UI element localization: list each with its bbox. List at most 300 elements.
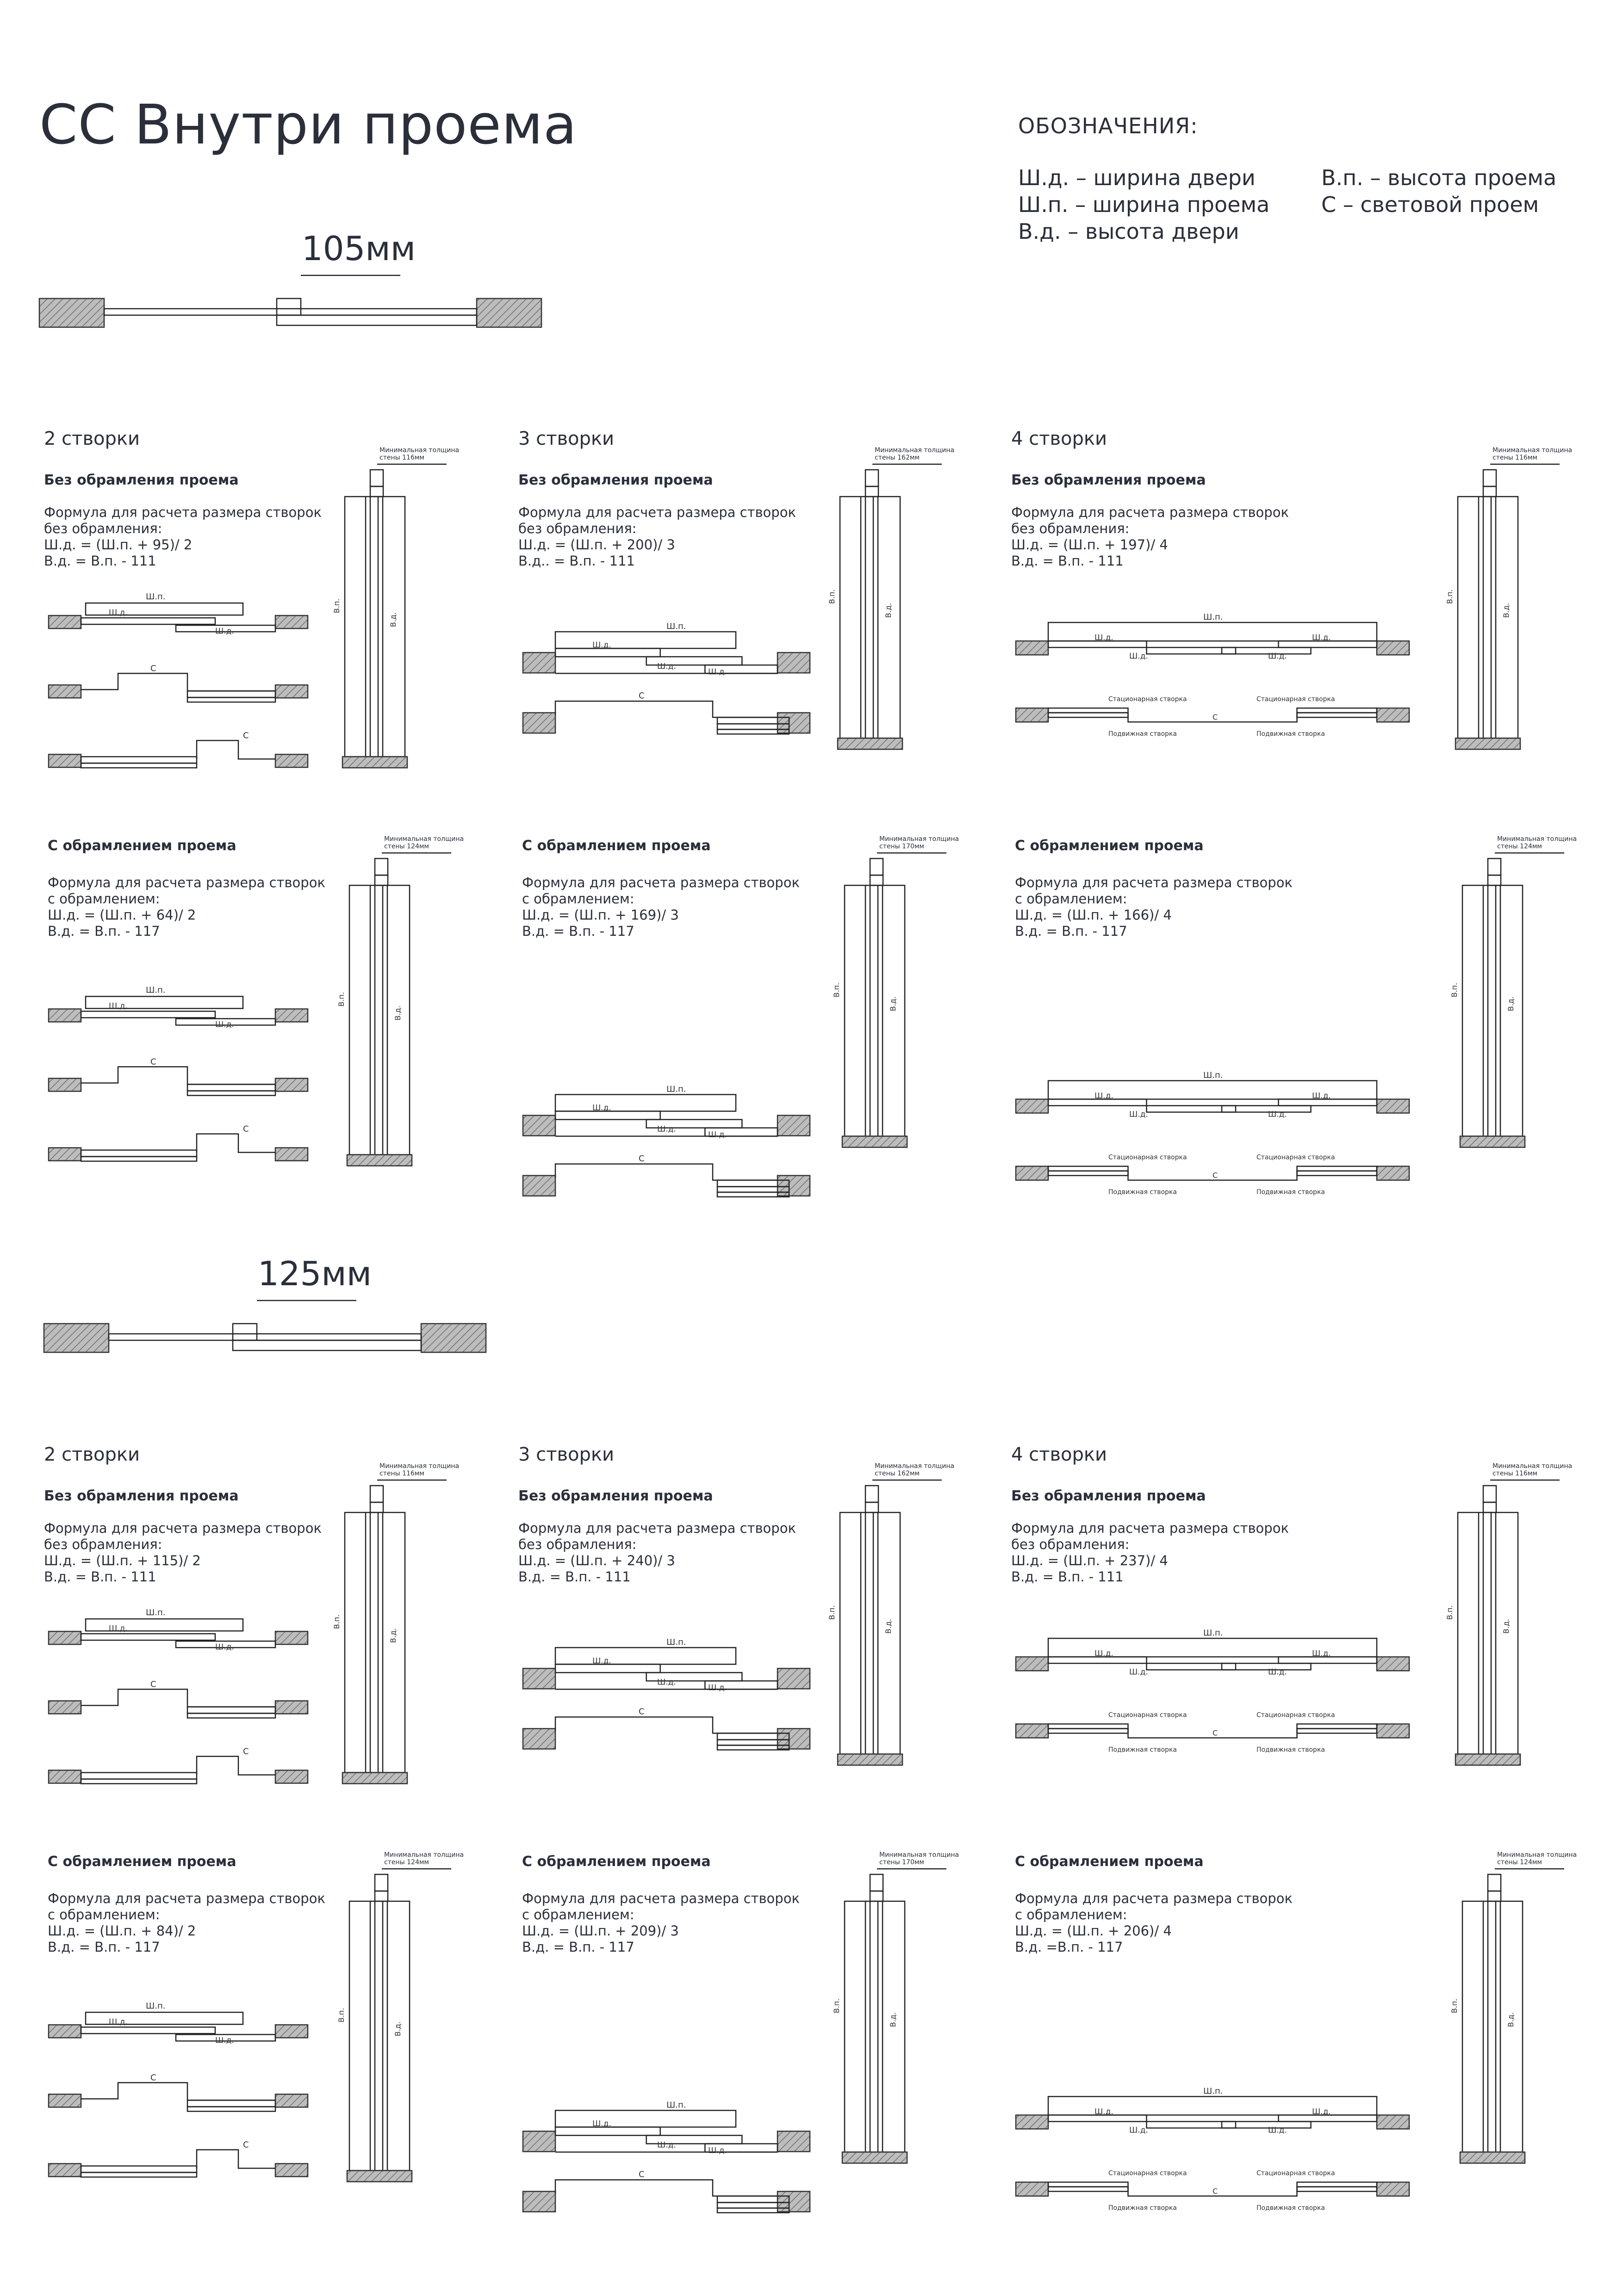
section-title: 4 створки — [1011, 428, 1107, 449]
label-moving: Подвижная створка — [1256, 1746, 1325, 1754]
label-moving: Подвижная створка — [1108, 2204, 1177, 2212]
label-vp: В.п. — [827, 1605, 836, 1620]
label-c: С — [1213, 1729, 1218, 1737]
legend-item: Ш.д. – ширина двери — [1018, 165, 1256, 190]
label-shd: Ш.д. — [1312, 1649, 1331, 1658]
label-shd: Ш.д. — [657, 1125, 676, 1134]
label-vp: В.п. — [1445, 589, 1454, 604]
label-vp: В.п. — [332, 1614, 341, 1629]
plan-leaf — [187, 1091, 275, 1095]
label-shp: Ш.п. — [666, 622, 686, 631]
elev-top-block — [870, 859, 883, 875]
label-shd: Ш.д. — [592, 1103, 611, 1113]
subsection-no-frame: Без обрамления проема — [1011, 472, 1206, 488]
wall-section — [1016, 1657, 1048, 1671]
label-stationary: Стационарная створка — [1108, 2170, 1187, 2177]
label-vd: В.д. — [393, 2021, 402, 2036]
plan-opening — [197, 740, 275, 759]
wall-section — [49, 1148, 81, 1161]
elev-top-block — [1483, 1502, 1496, 1512]
wall-section — [275, 2164, 308, 2177]
label-c: С — [150, 1680, 156, 1689]
wall-section — [1377, 641, 1409, 655]
label-shd: Ш.д. — [1129, 1110, 1148, 1119]
elev-top-block — [865, 470, 878, 486]
label-c: С — [1213, 713, 1218, 722]
elev-top-block — [870, 875, 883, 885]
plan-leaf — [1297, 1166, 1377, 1171]
label-vp: В.п. — [332, 598, 341, 613]
plan-leaf — [187, 2100, 275, 2107]
label-c: С — [150, 664, 156, 673]
wall-section — [777, 1115, 810, 1136]
wall-section — [777, 653, 810, 673]
formula-no-frame: Формула для расчета размера створок без обрамления: Ш.д. = (Ш.п. + 200)/ 3 В.д.. = В.п. - 111 — [518, 504, 796, 569]
label-c: С — [639, 1154, 645, 1164]
plan-leaf — [1048, 1729, 1128, 1733]
subsection-no-frame: Без обрамления проема — [518, 1488, 713, 1504]
label-vd: В.д. — [1502, 1618, 1511, 1634]
wall-section — [49, 616, 81, 628]
track-profile — [233, 1324, 257, 1340]
label-shd: Ш.д. — [1268, 652, 1287, 661]
label-shp: Ш.п. — [666, 2100, 686, 2110]
label-vp: В.п. — [1445, 1605, 1454, 1620]
wall-section — [275, 1078, 308, 1091]
label-shp: Ш.п. — [666, 1084, 686, 1094]
wall-section — [44, 1324, 109, 1352]
label-shd: Ш.д. — [1129, 2126, 1148, 2135]
label-c: С — [243, 731, 249, 740]
wall-section — [842, 1136, 907, 1147]
section-title: 3 створки — [518, 428, 615, 449]
label-stationary: Стационарная створка — [1256, 1711, 1335, 1719]
wall-section — [523, 1668, 555, 1689]
wall-section — [777, 1729, 810, 1749]
elev-top-block — [865, 1486, 878, 1502]
elev-top-block — [375, 1891, 388, 1901]
plan-leaf — [1297, 1171, 1377, 1176]
label-shd: Ш.д. — [592, 641, 611, 650]
label-shd: Ш.д. — [1094, 1091, 1113, 1101]
wall-section — [1016, 1099, 1048, 1113]
subsection-with-frame: С обрамлением проема — [1015, 838, 1204, 854]
label-shd: Ш.д. — [215, 627, 234, 636]
elev-top-block — [375, 859, 388, 875]
wall-section — [1377, 1099, 1409, 1113]
wall-section — [523, 713, 555, 733]
wall-thickness-note: Минимальная толщина стены 162мм — [875, 1462, 955, 1477]
subsection-with-frame: С обрамлением проема — [48, 1854, 236, 1870]
track-profile — [277, 299, 301, 315]
subsection-no-frame: Без обрамления проема — [518, 472, 713, 488]
label-vd: В.д. — [389, 1628, 398, 1643]
subsection-with-frame: С обрамлением проема — [1015, 1854, 1204, 1870]
label-c: С — [1213, 1171, 1218, 1180]
door-track — [109, 1334, 421, 1340]
label-stationary: Стационарная створка — [1256, 1154, 1335, 1161]
wall-section — [275, 754, 308, 767]
plan-leaf — [81, 757, 197, 763]
label-shd: Ш.д. — [1094, 2107, 1113, 2116]
plan-leaf — [187, 2107, 275, 2111]
elev-top-block — [870, 1891, 883, 1901]
section-title: 2 створки — [44, 428, 140, 449]
label-stationary: Стационарная створка — [1108, 696, 1187, 703]
label-vp: В.п. — [827, 589, 836, 604]
door-track — [104, 309, 477, 315]
plan-leaf — [81, 1150, 197, 1157]
label-shd: Ш.д. — [592, 2119, 611, 2128]
plan-leaf — [81, 763, 197, 768]
subsection-with-frame: С обрамлением проема — [522, 838, 711, 854]
legend-item: С – световой проем — [1321, 192, 1539, 217]
wall-section — [842, 2152, 907, 2163]
label-vd: В.д. — [1506, 996, 1515, 1011]
label-shd: Ш.д. — [657, 1678, 676, 1687]
label-shd: Ш.д. — [1094, 633, 1113, 642]
label-shp: Ш.п. — [146, 2001, 166, 2011]
elev-top-block — [1488, 859, 1501, 875]
formula-no-frame: Формула для расчета размера створок без обрамления: Ш.д. = (Ш.п. + 240)/ 3 В.д. = В.п. - 111 — [518, 1520, 796, 1585]
plan-leaf — [81, 1634, 215, 1640]
wall-section — [1455, 738, 1520, 749]
plan-leaf — [81, 2172, 197, 2177]
label-vp: В.п. — [832, 1998, 841, 2013]
elev-top-block — [375, 1874, 388, 1891]
label-shd: Ш.д. — [708, 1683, 727, 1692]
plan-leaf — [1048, 708, 1128, 713]
wall-section — [1460, 2152, 1525, 2163]
plan-opening — [197, 2150, 275, 2168]
wall-section — [275, 1770, 308, 1783]
wall-section — [777, 1176, 810, 1196]
formula-no-frame: Формула для расчета размера створок без обрамления: Ш.д. = (Ш.п. + 237)/ 4 В.д. = В.п. - 111 — [1011, 1520, 1289, 1585]
label-stationary: Стационарная створка — [1256, 696, 1335, 703]
elev-top-block — [870, 1874, 883, 1891]
wall-section — [1016, 2182, 1048, 2196]
wall-section — [49, 2094, 81, 2107]
label-shd: Ш.д. — [109, 2017, 128, 2027]
plan-opening — [555, 2180, 777, 2196]
formula-with-frame: Формула для расчета размера створок с обрамлением: Ш.д. = (Ш.п. + 206)/ 4 В.д. =В.п. - 117 — [1015, 1891, 1293, 1955]
elev-top-block — [1483, 486, 1496, 497]
label-shd: Ш.д. — [1312, 633, 1331, 642]
wall-thickness-note: Минимальная толщина стены 170мм — [879, 835, 959, 850]
plan-leaf — [187, 1707, 275, 1713]
subsection-no-frame: Без обрамления проема — [44, 472, 239, 488]
subsection-with-frame: С обрамлением проема — [48, 838, 236, 854]
elev-top-block — [865, 486, 878, 497]
wall-thickness-note: Минимальная толщина стены 116мм — [1492, 447, 1573, 461]
plan-opening — [197, 1756, 275, 1775]
label-shp: Ш.п. — [1203, 1628, 1223, 1638]
label-vd: В.д. — [1502, 603, 1511, 618]
subsection-no-frame: Без обрамления проема — [1011, 1488, 1206, 1504]
wall-section — [477, 299, 541, 327]
plan-leaf — [81, 2166, 197, 2172]
wall-section — [49, 1631, 81, 1644]
legend-item: В.п. – высота проема — [1321, 165, 1557, 190]
label-shd: Ш.д. — [592, 1656, 611, 1666]
wall-section — [1016, 1724, 1048, 1738]
label-vp: В.п. — [1450, 983, 1459, 997]
label-shd: Ш.д. — [215, 2036, 234, 2045]
formula-with-frame: Формула для расчета размера створок с обрамлением: Ш.д. = (Ш.п. + 64)/ 2 В.д. = В.п. - 117 — [48, 875, 325, 939]
plan-opening — [555, 1717, 777, 1733]
plan-frame — [555, 2110, 736, 2127]
plan-leaf — [1048, 713, 1128, 717]
wall-section — [49, 1701, 81, 1714]
section-title: 4 створки — [1011, 1444, 1107, 1465]
page-title: СС Внутри проема — [39, 93, 578, 156]
wall-section — [275, 2094, 308, 2107]
wall-section — [838, 738, 902, 749]
plan-leaf — [187, 691, 275, 697]
label-shp: Ш.п. — [1203, 612, 1223, 622]
plan-leaf — [187, 697, 275, 702]
label-c: С — [639, 691, 645, 701]
elev-top-block — [1488, 1874, 1501, 1891]
wall-section — [1016, 641, 1048, 655]
wall-section — [49, 2025, 81, 2038]
label-moving: Подвижная створка — [1256, 1188, 1325, 1196]
label-vd: В.д. — [393, 1005, 402, 1020]
label-vd: В.д. — [884, 1618, 893, 1634]
plan-frame — [555, 632, 736, 648]
label-c: С — [1213, 2187, 1218, 2196]
wall-section — [1016, 1166, 1048, 1180]
plan-frame — [555, 1095, 736, 1111]
plan-leaf — [1297, 1729, 1377, 1733]
label-shp: Ш.п. — [146, 592, 166, 602]
wall-section — [1016, 2115, 1048, 2129]
label-vp: В.п. — [337, 2008, 346, 2022]
plan-opening — [555, 1164, 777, 1180]
wall-section — [342, 757, 407, 768]
label-c: С — [639, 1707, 645, 1717]
wall-section — [777, 2191, 810, 2212]
label-shp: Ш.п. — [666, 1637, 686, 1647]
wall-thickness-note: Минимальная толщина стены 124мм — [384, 835, 464, 850]
label-vd: В.д. — [884, 603, 893, 618]
label-vp: В.п. — [832, 983, 841, 997]
section-title: 3 створки — [518, 1444, 615, 1465]
label-shd: Ш.д. — [1129, 1668, 1148, 1677]
formula-no-frame: Формула для расчета размера створок без обрамления: Ш.д. = (Ш.п. + 197)/ 4 В.д. = В.п. - 111 — [1011, 504, 1289, 569]
label-shd: Ш.д. — [109, 1624, 128, 1633]
wall-section — [523, 1176, 555, 1196]
plan-leaf — [81, 618, 215, 624]
label-c: С — [243, 1747, 249, 1756]
legend-item: Ш.п. – ширина проема — [1018, 192, 1270, 217]
wall-section — [347, 1155, 412, 1166]
wall-section — [49, 1770, 81, 1783]
label-shp: Ш.п. — [146, 1608, 166, 1618]
label-vp: В.п. — [1450, 1998, 1459, 2013]
label-vp: В.п. — [337, 992, 346, 1007]
label-vd: В.д. — [1506, 2012, 1515, 2027]
wall-section — [777, 1668, 810, 1689]
label-shd: Ш.д. — [708, 1130, 727, 1139]
wall-section — [1377, 1724, 1409, 1738]
wall-section — [275, 2025, 308, 2038]
wall-section — [1455, 1754, 1520, 1765]
label-shd: Ш.д. — [1129, 652, 1148, 661]
plan-opening — [81, 2083, 275, 2100]
wall-section — [1377, 708, 1409, 722]
plan-leaf — [81, 2027, 215, 2034]
wall-section — [1377, 2115, 1409, 2129]
plan-leaf — [187, 1084, 275, 1091]
wall-section — [49, 685, 81, 698]
label-shd: Ш.д. — [708, 667, 727, 677]
elev-top-block — [370, 486, 383, 497]
formula-with-frame: Формула для расчета размера створок с обрамлением: Ш.д. = (Ш.п. + 209)/ 3 В.д. = В.п. - 117 — [522, 1891, 800, 1955]
wall-section — [49, 1009, 81, 1022]
wall-thickness-note: Минимальная толщина стены 116мм — [379, 1462, 460, 1477]
formula-with-frame: Формула для расчета размера створок с обрамлением: Ш.д. = (Ш.п. + 169)/ 3 В.д. = В.п. - 117 — [522, 875, 800, 939]
wall-section — [275, 685, 308, 698]
formula-with-frame: Формула для расчета размера створок с обрамлением: Ш.д. = (Ш.п. + 84)/ 2 В.д. = В.п. - 117 — [48, 1891, 325, 1955]
wall-section — [49, 2164, 81, 2177]
formula-no-frame: Формула для расчета размера створок без обрамления: Ш.д. = (Ш.п. + 95)/ 2 В.д. = В.п. - 111 — [44, 504, 322, 569]
plan-leaf — [1048, 2182, 1128, 2187]
label-vd: В.д. — [389, 612, 398, 627]
wall-thickness-note: Минимальная толщина стены 124мм — [384, 1851, 464, 1866]
plan-leaf — [81, 1773, 197, 1779]
plan-opening — [197, 1134, 275, 1152]
wall-section — [523, 1729, 555, 1749]
plan-leaf — [1297, 2182, 1377, 2187]
plan-leaf — [1048, 1171, 1128, 1176]
wall-section — [49, 754, 81, 767]
wall-section — [838, 1754, 902, 1765]
wall-section — [1377, 1657, 1409, 1671]
door-leaf — [277, 315, 477, 325]
elev-top-block — [1488, 1891, 1501, 1901]
label-stationary: Стационарная створка — [1256, 2170, 1335, 2177]
elev-top-block — [1488, 875, 1501, 885]
depth-label: 105мм — [302, 229, 416, 268]
wall-section — [342, 1773, 407, 1784]
label-shd: Ш.д. — [657, 662, 676, 671]
depth-label: 125мм — [258, 1254, 372, 1293]
wall-thickness-note: Минимальная толщина стены 162мм — [875, 447, 955, 461]
wall-section — [523, 2131, 555, 2152]
door-leaf — [233, 1340, 421, 1350]
wall-section — [275, 1701, 308, 1714]
wall-thickness-note: Минимальная толщина стены 116мм — [1492, 1462, 1573, 1477]
plan-leaf — [81, 1779, 197, 1784]
label-vd: В.д. — [889, 996, 897, 1011]
plan-leaf — [1297, 1724, 1377, 1729]
wall-section — [777, 2131, 810, 2152]
label-moving: Подвижная створка — [1108, 730, 1177, 738]
label-shd: Ш.д. — [1268, 1668, 1287, 1677]
wall-section — [39, 299, 104, 327]
label-vd: В.д. — [889, 2012, 897, 2027]
label-shd: Ш.д. — [109, 608, 128, 617]
label-shd: Ш.д. — [1268, 1110, 1287, 1119]
label-shd: Ш.д. — [1268, 2126, 1287, 2135]
label-moving: Подвижная створка — [1256, 2204, 1325, 2212]
label-shd: Ш.д. — [215, 1020, 234, 1029]
plan-leaf — [81, 1157, 197, 1161]
label-shp: Ш.п. — [146, 985, 166, 995]
plan-opening — [81, 1689, 275, 1707]
wall-section — [347, 2171, 412, 2182]
section-title: 2 створки — [44, 1444, 140, 1465]
label-shd: Ш.д. — [1094, 1649, 1113, 1658]
wall-section — [523, 1115, 555, 1136]
label-stationary: Стационарная створка — [1108, 1154, 1187, 1161]
wall-section — [1377, 2182, 1409, 2196]
wall-section — [275, 1148, 308, 1161]
formula-with-frame: Формула для расчета размера створок с обрамлением: Ш.д. = (Ш.п. + 166)/ 4 В.д. = В.п. - 117 — [1015, 875, 1293, 939]
label-shd: Ш.д. — [657, 2140, 676, 2150]
subsection-with-frame: С обрамлением проема — [522, 1854, 711, 1870]
plan-leaf — [1048, 1724, 1128, 1729]
elev-top-block — [370, 470, 383, 486]
wall-section — [777, 713, 810, 733]
elev-top-block — [1483, 470, 1496, 486]
label-shd: Ш.д. — [708, 2146, 727, 2155]
wall-section — [275, 1631, 308, 1644]
plan-leaf — [1297, 708, 1377, 713]
plan-leaf — [187, 1713, 275, 1718]
label-moving: Подвижная створка — [1108, 1188, 1177, 1196]
plan-leaf — [81, 1011, 215, 1018]
label-moving: Подвижная створка — [1256, 730, 1325, 738]
wall-section — [1460, 1136, 1525, 1147]
wall-section — [49, 1078, 81, 1091]
label-shd: Ш.д. — [109, 1002, 128, 1011]
label-c: С — [243, 1124, 249, 1134]
legend-item: В.д. – высота двери — [1018, 219, 1239, 244]
label-c: С — [639, 2170, 645, 2179]
wall-thickness-note: Минимальная толщина стены 124мм — [1497, 1851, 1577, 1866]
elev-top-block — [370, 1486, 383, 1502]
legend-heading: ОБОЗНАЧЕНИЯ: — [1018, 113, 1198, 138]
label-shd: Ш.д. — [1312, 1091, 1331, 1101]
label-shp: Ш.п. — [1203, 2086, 1223, 2096]
plan-leaf — [1048, 1166, 1128, 1171]
plan-opening — [81, 673, 275, 691]
label-c: С — [150, 1057, 156, 1067]
label-stationary: Стационарная створка — [1108, 1711, 1187, 1719]
wall-section — [1016, 708, 1048, 722]
label-c: С — [150, 2073, 156, 2083]
plan-leaf — [1297, 2187, 1377, 2191]
wall-thickness-note: Минимальная толщина стены 170мм — [879, 1851, 959, 1866]
elev-top-block — [375, 875, 388, 885]
wall-thickness-note: Минимальная толщина стены 124мм — [1497, 835, 1577, 850]
plan-opening — [555, 701, 777, 717]
wall-section — [275, 616, 308, 628]
wall-section — [1377, 1166, 1409, 1180]
elev-top-block — [865, 1502, 878, 1512]
wall-section — [421, 1324, 486, 1352]
label-shd: Ш.д. — [1312, 2107, 1331, 2116]
wall-section — [523, 2191, 555, 2212]
label-shd: Ш.д. — [215, 1643, 234, 1652]
formula-no-frame: Формула для расчета размера створок без обрамления: Ш.д. = (Ш.п. + 115)/ 2 В.д. = В.п. - 111 — [44, 1520, 322, 1585]
plan-leaf — [1297, 713, 1377, 717]
plan-opening — [81, 1067, 275, 1084]
label-shp: Ш.п. — [1203, 1070, 1223, 1080]
label-moving: Подвижная створка — [1108, 1746, 1177, 1754]
